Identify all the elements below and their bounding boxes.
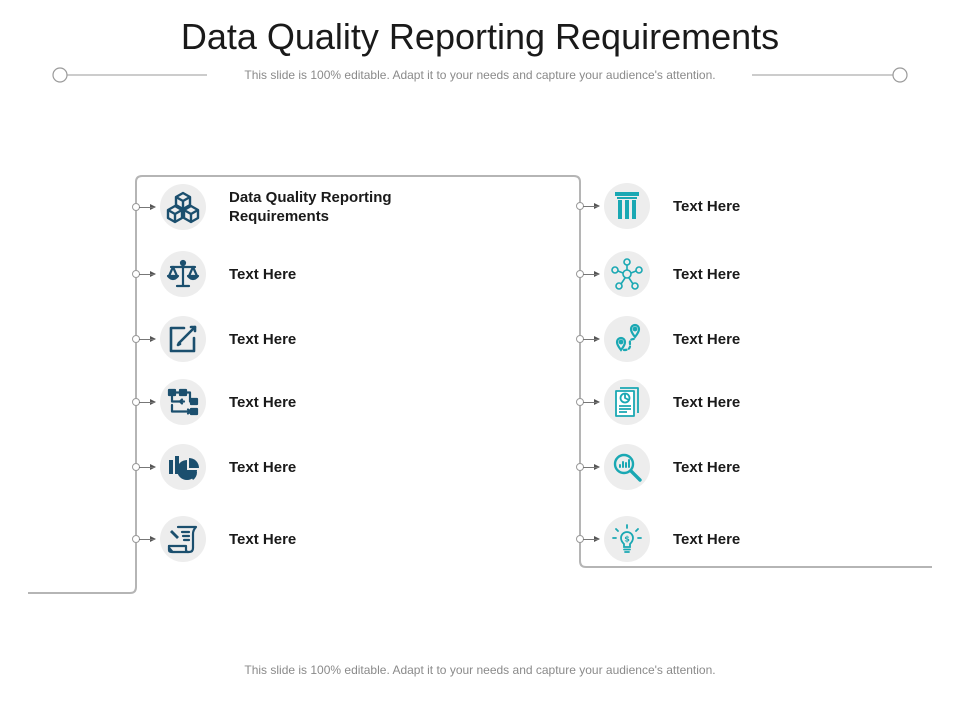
item-label: Text Here [673,530,741,548]
item-label: Text Here [229,530,297,548]
connector-arrow [580,377,604,427]
svg-text:$: $ [624,534,630,544]
page-title: Data Quality Reporting Requirements [180,16,780,57]
workflow-icon [160,379,206,425]
item-label: Text Here [229,265,297,283]
right-item-5 [580,442,740,492]
subtitle: This slide is 100% editable. Adapt it to your needs and capture your audience's attention. [244,68,716,82]
connector-arrow [580,514,604,564]
right-item-2 [580,249,740,299]
left-item-3 [136,314,296,364]
search-analytics-icon [604,444,650,490]
left-item-5 [136,442,296,492]
right-item-6 [580,514,740,564]
right-item-3 [580,314,740,364]
pillar-icon [604,183,650,229]
connector-arrow [136,442,160,492]
idea-dollar-icon [604,516,650,562]
connector-arrow [136,514,160,564]
left-bracket [28,176,580,593]
divider-left-knob [53,68,67,82]
balance-scale-icon [160,251,206,297]
scroll-icon [160,516,206,562]
cubes-icon [160,184,206,230]
right-item-4 [580,377,740,427]
left-item-2 [136,249,296,299]
right-item-1 [580,181,740,231]
connector-arrow [580,249,604,299]
edit-icon [160,316,206,362]
connector-arrow [136,182,160,232]
item-label: Text Here [229,330,297,348]
connector-arrow [136,377,160,427]
item-label: Text Here [673,458,741,476]
divider-right-knob [893,68,907,82]
item-label: Text Here [673,265,741,283]
footer-note: This slide is 100% editable. Adapt it to your needs and capture your audience's attention. [244,663,716,677]
report-icon [604,379,650,425]
left-item-1 [136,182,429,232]
network-icon [604,251,650,297]
connector-arrow [580,442,604,492]
chart-pie-icon [160,444,206,490]
connector-arrow [580,314,604,364]
item-label: Text Here [673,197,741,215]
connector-arrow [580,181,604,231]
item-label: Text Here [229,458,297,476]
left-item-6 [136,514,296,564]
connector-arrow [136,249,160,299]
item-label: Text Here [673,393,741,411]
item-label: Text Here [229,393,297,411]
connector-arrow [136,314,160,364]
item-label: Data Quality Reporting Requirements [229,189,392,225]
route-icon [604,316,650,362]
left-item-4 [136,377,296,427]
item-label: Text Here [673,330,741,348]
